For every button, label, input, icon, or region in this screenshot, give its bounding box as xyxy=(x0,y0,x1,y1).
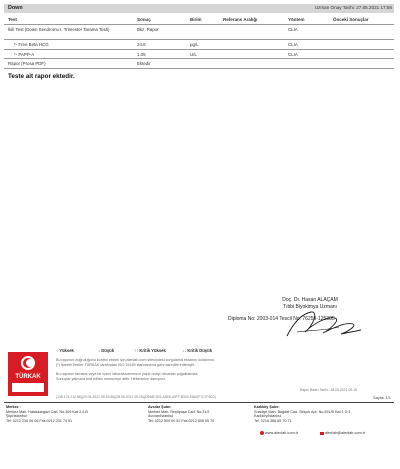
row-unit: U/L xyxy=(190,51,197,57)
row-test-name: Rapor (Prosa PDF) xyxy=(8,61,46,66)
row-method: CLIA xyxy=(288,42,298,47)
digital-stamp: (138.174.212.58)(20.05.2021 09:19:46)(28.05.2021 09:15)(D998F1E9-A9E8-40FF-B320-E8A0F7C7F6D2) xyxy=(56,395,216,399)
envelope-icon xyxy=(320,432,324,435)
globe-icon xyxy=(260,431,264,435)
turkak-logo-text: TÜRKAK xyxy=(15,374,41,380)
row-test-name: *- Free Beta HCG xyxy=(14,42,49,47)
double-arrow-down-icon: ↓↓ xyxy=(182,348,187,353)
note-line: (*) işaretli Testler TÜRKAK tarafından ISO 15189 standardına göre akredite edilmiştir. xyxy=(56,363,196,368)
arrow-down-icon: ↓ xyxy=(98,348,101,353)
note-line: Bu raporun doğruluğunu kontrol etmek için alenlab.com sitesindeki sorgulama ekranını kullanınız. xyxy=(56,358,215,362)
legend-high: ↑ Yüksek xyxy=(56,348,74,353)
row-result: 1.05 xyxy=(137,51,146,57)
col-previous: Önceki Sonuçlar xyxy=(333,17,369,22)
row-divider xyxy=(4,58,394,59)
header-divider xyxy=(4,24,394,25)
arrow-up-icon: ↑ xyxy=(56,348,59,353)
section-title: Down xyxy=(8,5,23,11)
row-result: Ektedir xyxy=(137,61,151,66)
row-unit: µg/L xyxy=(190,42,199,47)
doctor-name: Doç. Dr. Hasan ALAÇAM xyxy=(282,297,338,303)
col-reference: Referans Aralığı xyxy=(223,17,258,22)
approval-date: Uzman Onay Tarihi: 27.05.2021 17:56 xyxy=(314,5,392,10)
col-test: Test xyxy=(8,17,17,22)
page-number: Sayfa: 1/1 xyxy=(373,395,392,400)
address-kadikoy: Kadıköy Şube: Suadiye Mah. Bağdat Cad. Selçuk Apt. No:391/B Kat:1 D:3 Kadıköy/İstanbul Tel: 0216 368 65 70-71 xyxy=(254,405,351,424)
turkak-logo xyxy=(8,352,48,396)
col-result: Sonuç xyxy=(137,17,151,22)
row-result: 24,6 xyxy=(137,42,146,47)
print-date: Rapor Baskı Tarihi : 28.05.2021 09:15 xyxy=(300,388,357,392)
address-merkez: Merkez : Merkez Mah. Halaskargazi Cad. No:309 Kat:3 4-B Şişli/İstanbul Tel: 0212 230 06 06 Fax:0212 231 74 51 xyxy=(6,405,88,424)
row-result: Bkz. Rapor xyxy=(137,26,159,32)
row-method: CLIA xyxy=(288,51,298,57)
row-divider xyxy=(4,68,394,69)
address-avcilar: Avcılar Şube: Merkez Mah. Reşitpaşa Cad. No:31/2 Avcılar/İstanbul Tel: 0212 509 00 52 Fax:0212 509 05 70 xyxy=(148,405,215,424)
footer-divider xyxy=(4,402,394,403)
doctor-title: Tıbbi Biyokimya Uzmanı xyxy=(283,304,337,310)
legend-low: ↓ Düşük xyxy=(98,348,115,353)
row-divider xyxy=(4,49,394,50)
col-unit: Birim xyxy=(190,17,202,22)
doctor-diploma: Diploma No: 2003-014 Tescil No: 76259-125385 xyxy=(228,316,335,322)
report-conclusion: Teste ait rapor ektedir. xyxy=(8,73,75,80)
crescent-star-icon xyxy=(21,356,35,370)
note-line: Bu raporun tamamı veya bir kısmı laboratuvarımızın yazılı onayı olmadan çoğaltılamaz. xyxy=(56,372,199,377)
legend-critical-low: ↓↓ Kritik Düşük xyxy=(182,348,213,353)
row-test-name: İkili Test (Down Sendromu I. Trimester Tarama Testi) xyxy=(8,26,110,32)
website-link[interactable]: www.alenlab.com.tr xyxy=(260,431,298,435)
col-method: Yöntem xyxy=(288,17,305,22)
email-link[interactable]: alenlab@alenlab.com.tr xyxy=(320,431,365,435)
note-line: Sonuçlar yalnızca test edilen numuneye aittir. Hekiminize danışınız. xyxy=(56,377,167,382)
row-test-name: *- PAPP-A xyxy=(14,51,35,57)
row-divider xyxy=(4,39,394,40)
double-arrow-up-icon: ↑↑ xyxy=(134,348,139,353)
handwritten-signature xyxy=(283,306,365,340)
accreditation-notes xyxy=(56,358,306,382)
legend-critical-high: ↑↑ Kritik Yüksek xyxy=(134,348,166,353)
row-method: CLIA xyxy=(288,26,298,32)
